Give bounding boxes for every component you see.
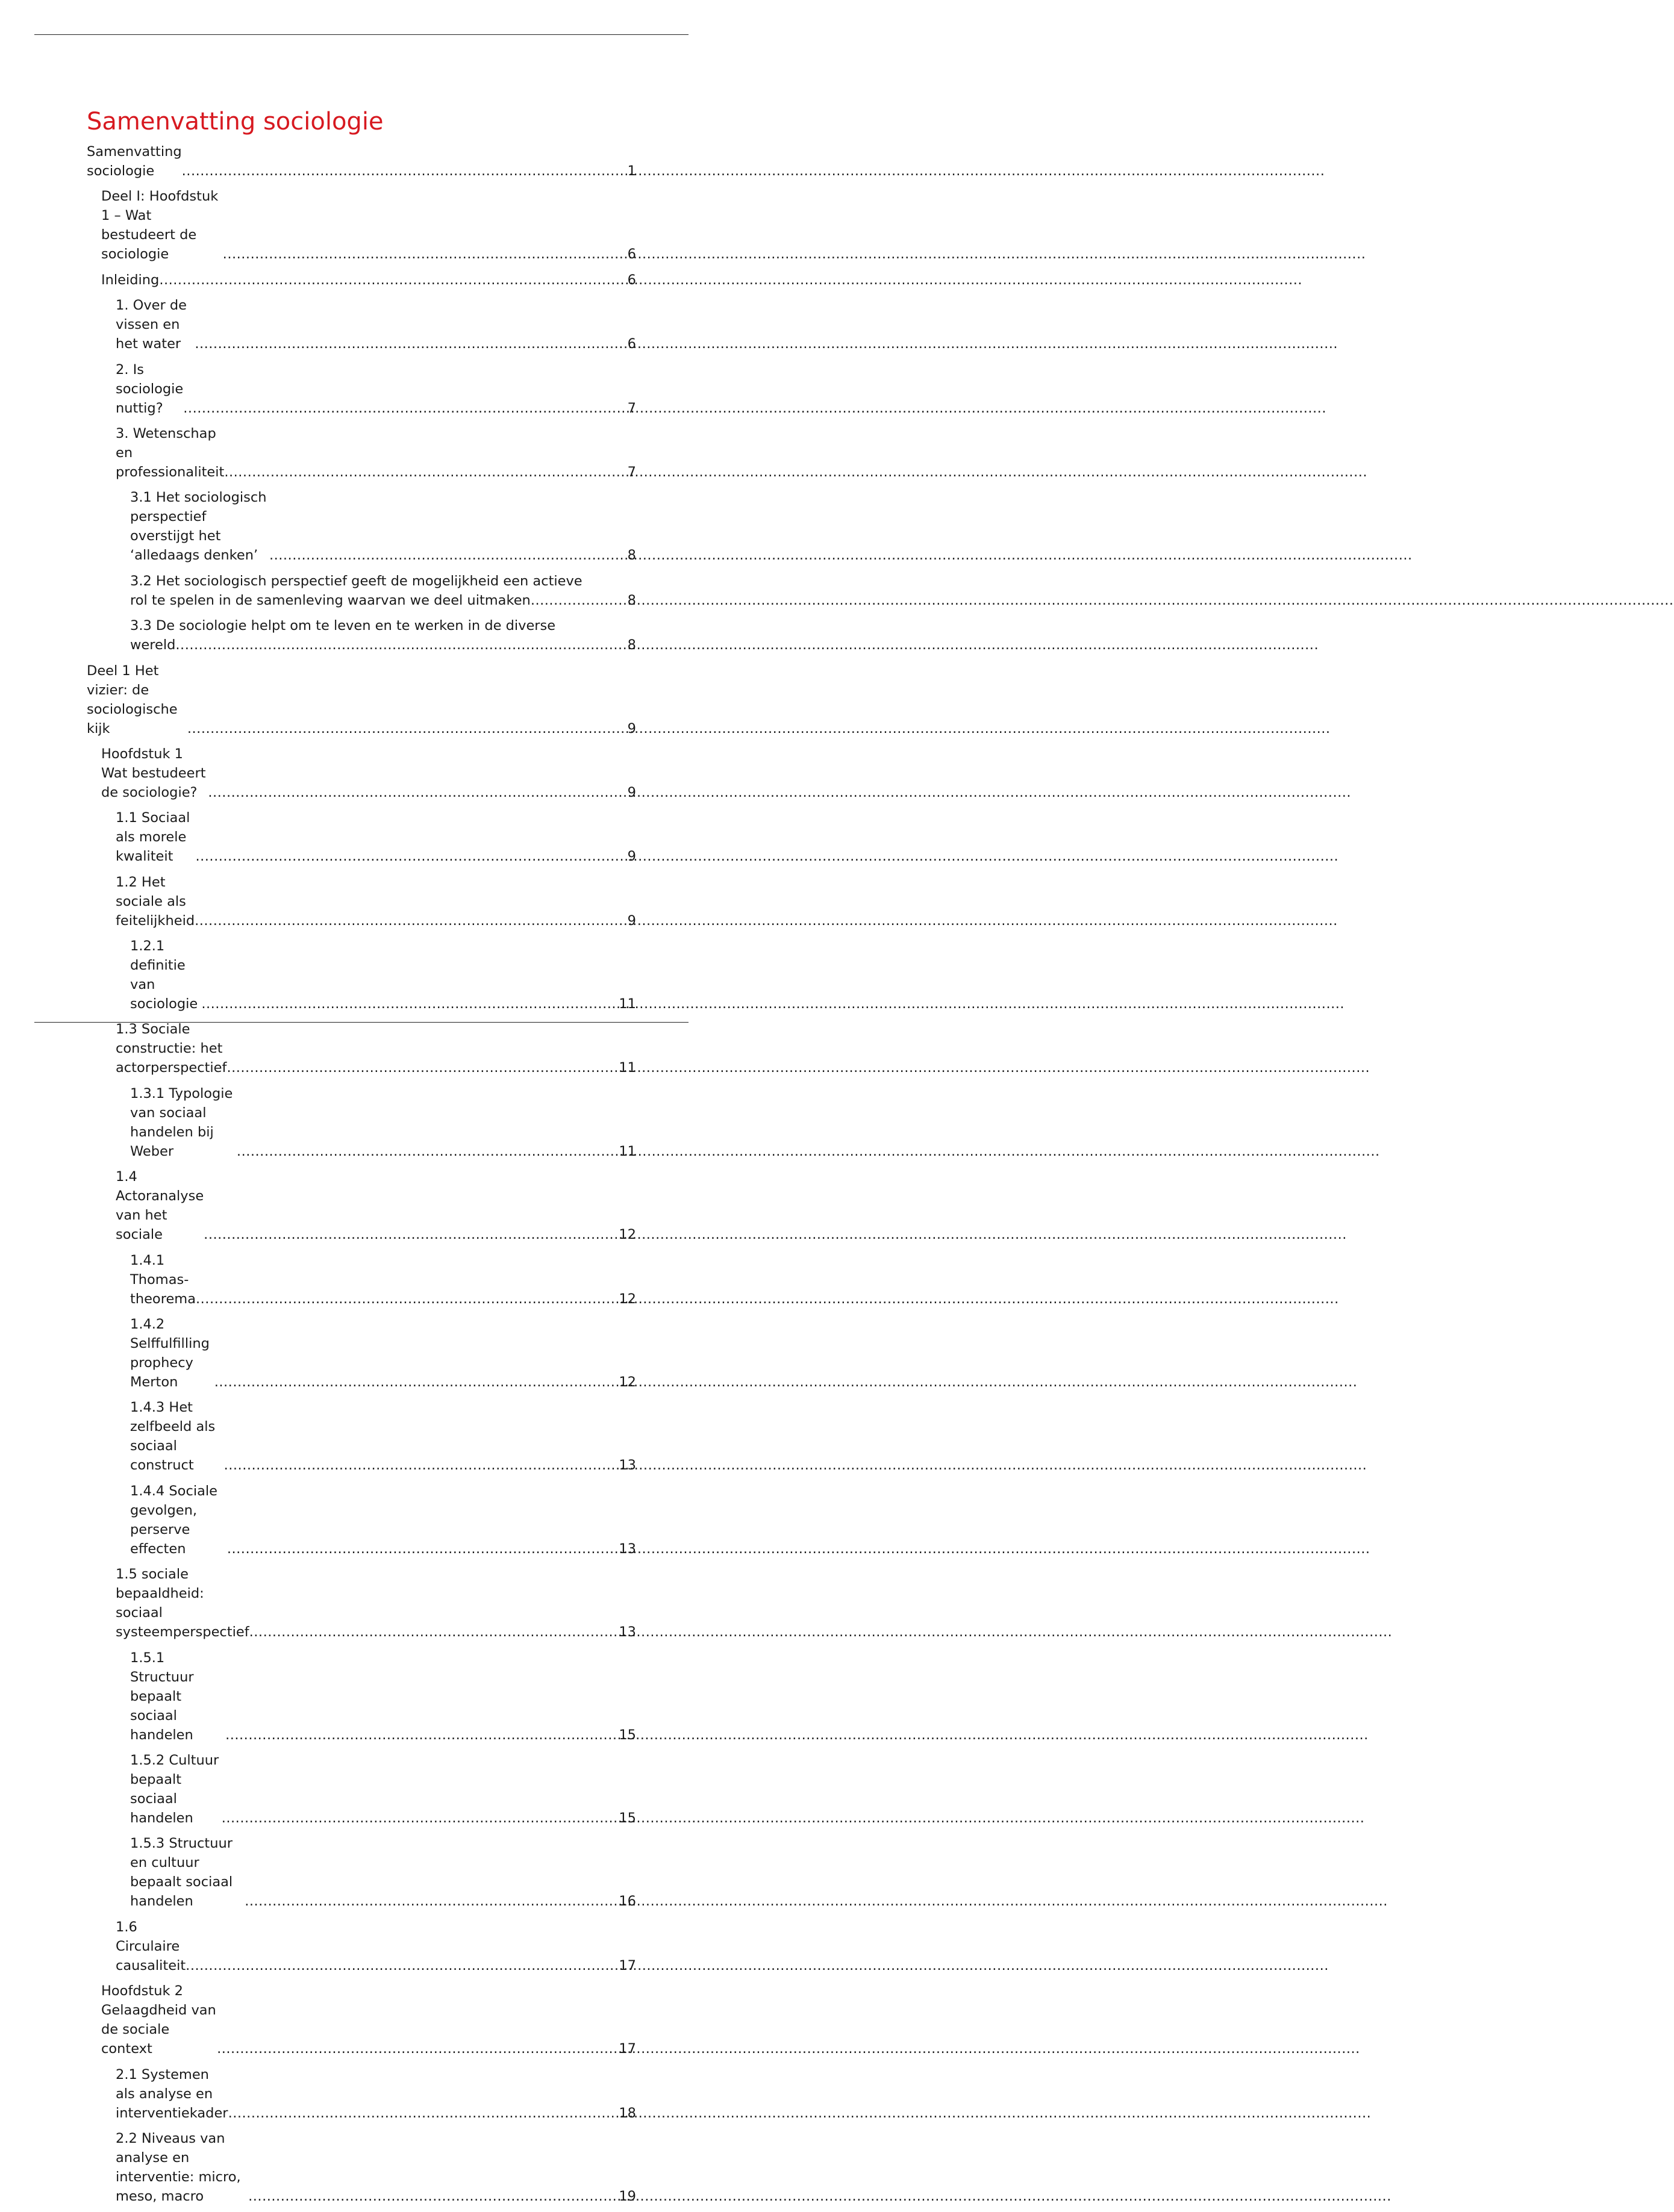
toc-leader-dots [245, 1892, 619, 1911]
toc-page-number: 7 [627, 464, 636, 480]
toc-leader-dots [186, 1956, 619, 1975]
toc-entry[interactable] [87, 360, 636, 418]
toc-entry[interactable] [87, 2065, 636, 2123]
toc-page-number: 11 [619, 1060, 636, 1076]
toc-entry-text-line1: 3.2 Het sociologisch perspectief geeft de mogelijkheid een actieve [130, 573, 582, 589]
toc-entry-text: Deel 1 Het vizier: de sociologische kijk [87, 661, 187, 738]
toc-entry[interactable] [87, 187, 636, 264]
toc-leader-dots [531, 591, 628, 610]
toc-entry[interactable] [87, 1251, 636, 1309]
toc-entry[interactable] [87, 488, 636, 565]
toc-entry-text: 1.4.3 Het zelfbeeld als sociaal construct [130, 1398, 224, 1475]
toc-entry-text: 1.3.1 Typologie van sociaal handelen bij Weber [130, 1084, 237, 1161]
toc-entry[interactable] [87, 572, 636, 610]
toc-page-number: 17 [619, 1957, 636, 1974]
toc-page-number: 6 [627, 246, 636, 263]
toc-entry-text-line2: rol te spelen in de samenleving waarvan we deel uitmaken [130, 591, 531, 610]
toc-leader-dots [195, 847, 627, 866]
toc-entry[interactable] [87, 1084, 636, 1161]
toc-entry-text: 2.2 Niveaus van analyse en interventie: micro, meso, macro [116, 2129, 248, 2206]
toc-page-number: 8 [627, 547, 636, 564]
toc-leader-dots [208, 783, 627, 802]
toc-leader-dots [222, 1809, 619, 1828]
toc-entry-wrap [130, 616, 636, 655]
toc-leader-dots [224, 1456, 619, 1475]
toc-entry-text: 2.1 Systemen als analyse en interventiekader [116, 2065, 228, 2123]
toc-entry[interactable] [87, 296, 636, 354]
toc-entry-wrap [130, 572, 636, 610]
toc-entry-text: 1. Over de vissen en het water [116, 296, 195, 354]
toc-leader-dots [237, 1142, 619, 1161]
toc-leader-dots [269, 546, 628, 565]
document-title: Samenvatting sociologie [87, 108, 384, 136]
toc-leader-dots [228, 2104, 619, 2123]
toc-page-number: 9 [627, 912, 636, 929]
toc-page-number: 13 [619, 1541, 636, 1557]
toc-page-number: 12 [619, 1291, 636, 1307]
toc-leader-dots [182, 161, 628, 181]
toc-leader-dots [175, 635, 627, 655]
toc-page-number: 7 [627, 400, 636, 416]
toc-page-number: 13 [619, 1457, 636, 1474]
toc-entry[interactable] [87, 1834, 636, 1911]
toc-entry-text: Hoofdstuk 1 Wat bestudeert de sociologie? [101, 744, 208, 802]
toc-leader-dots [204, 1225, 619, 1244]
toc-entry-line2 [130, 591, 636, 610]
toc-entry[interactable] [87, 424, 636, 482]
toc-entry[interactable] [87, 1981, 636, 2058]
toc-leader-dots [195, 911, 628, 930]
toc-entry[interactable] [87, 1565, 636, 1642]
toc-page-number: 6 [627, 272, 636, 288]
toc-entry[interactable] [87, 1315, 636, 1392]
toc-page-number: 8 [627, 637, 636, 653]
toc-page-number: 12 [619, 1227, 636, 1243]
toc-entry-text: Samenvatting sociologie [87, 142, 182, 181]
toc-entry[interactable] [87, 744, 636, 802]
toc-entry[interactable] [87, 270, 636, 290]
toc-page-number: 9 [627, 784, 636, 800]
toc-entry[interactable] [87, 1020, 636, 1077]
toc-leader-dots [227, 1539, 619, 1559]
toc-page-number: 8 [627, 592, 636, 608]
toc-leader-dots [195, 334, 627, 354]
toc-leader-dots [201, 994, 619, 1014]
table-of-contents [87, 142, 636, 2212]
toc-entry-text: 1.1 Sociaal als morele kwaliteit [116, 808, 195, 866]
toc-leader-dots [217, 2039, 619, 2058]
toc-entry-text: 1.2 Het sociale als feitelijkheid [116, 873, 195, 930]
toc-page-number: 19 [619, 2188, 636, 2204]
toc-page-number: 13 [619, 1624, 636, 1640]
toc-entry[interactable] [87, 1481, 636, 1559]
toc-entry[interactable] [87, 808, 636, 866]
toc-entry-text: 1.6 Circulaire causaliteit [116, 1918, 186, 1975]
toc-entry[interactable] [87, 142, 636, 181]
toc-entry[interactable] [87, 2129, 636, 2206]
toc-entry-text-line2: wereld [130, 635, 175, 655]
toc-entry-text: Hoofdstuk 2 Gelaagdheid van de sociale context [101, 1981, 217, 2058]
toc-entry-text: Inleiding [101, 270, 159, 290]
toc-entry-text: 1.4.1 Thomas-theorema [130, 1251, 196, 1309]
toc-entry-text: 1.5.3 Structuur en cultuur bepaalt sociaal handelen [130, 1834, 245, 1911]
toc-page-number: 15 [619, 1810, 636, 1826]
toc-entry-text: 3. Wetenschap en professionaliteit [116, 424, 224, 482]
toc-leader-dots [223, 245, 628, 264]
toc-leader-dots [196, 1289, 619, 1309]
toc-entry-text: 1.2.1 definitie van sociologie [130, 936, 201, 1014]
toc-entry-text: 1.5.1 Structuur bepaalt sociaal handelen [130, 1648, 225, 1745]
toc-leader-dots [187, 719, 628, 738]
toc-entry[interactable] [87, 873, 636, 930]
toc-entry-text-line1: 3.3 De sociologie helpt om te leven en te werken in de diverse [130, 618, 556, 634]
toc-entry[interactable] [87, 1751, 636, 1828]
toc-entry-text: Deel I: Hoofdstuk 1 – Wat bestudeert de sociologie [101, 187, 223, 264]
toc-page-number: 1 [627, 163, 636, 179]
toc-leader-dots [159, 270, 627, 290]
toc-entry-text: 2. Is sociologie nuttig? [116, 360, 183, 418]
toc-entry-text: 1.4.2 Selffulfilling prophecy Merton [130, 1315, 214, 1392]
toc-page-number: 15 [619, 1727, 636, 1743]
toc-page-number: 11 [619, 996, 636, 1012]
header-rule [34, 34, 689, 35]
toc-entry-text: 1.4.4 Sociale gevolgen, perserve effecten [130, 1481, 227, 1559]
toc-page-number: 18 [619, 2105, 636, 2121]
toc-entry[interactable] [87, 661, 636, 738]
toc-entry[interactable] [87, 936, 636, 1014]
toc-entry[interactable] [87, 1648, 636, 1745]
toc-leader-dots [249, 1622, 619, 1642]
toc-page-number: 16 [619, 1893, 636, 1910]
toc-page-number: 17 [619, 2041, 636, 2057]
toc-page-number: 12 [619, 1374, 636, 1391]
toc-entry-text: 1.3 Sociale constructie: het actorperspectief [116, 1020, 226, 1077]
toc-entry-text: 3.1 Het sociologisch perspectief overstijgt het ‘alledaags denken’ [130, 488, 269, 565]
toc-leader-dots [225, 1725, 619, 1745]
toc-entry-text: 1.5 sociale bepaaldheid: sociaal systeemperspectief [116, 1565, 249, 1642]
toc-leader-dots [224, 463, 627, 482]
toc-page-number: 6 [627, 336, 636, 352]
toc-entry-text: 1.4 Actoranalyse van het sociale [116, 1167, 204, 1244]
toc-leader-dots [183, 399, 627, 418]
toc-page-number: 9 [627, 720, 636, 737]
toc-leader-dots [214, 1372, 619, 1392]
toc-entry-line2 [130, 635, 636, 655]
footer-rule [34, 1022, 689, 1023]
toc-entry[interactable] [87, 616, 636, 655]
toc-entry[interactable] [87, 1167, 636, 1244]
toc-leader-dots [226, 1058, 619, 1077]
toc-page-number: 9 [627, 849, 636, 865]
toc-leader-dots [248, 2187, 619, 2206]
toc-entry-text: 1.5.2 Cultuur bepaalt sociaal handelen [130, 1751, 222, 1828]
toc-entry[interactable] [87, 1398, 636, 1475]
toc-page-number: 11 [619, 1143, 636, 1159]
toc-entry[interactable] [87, 1918, 636, 1975]
